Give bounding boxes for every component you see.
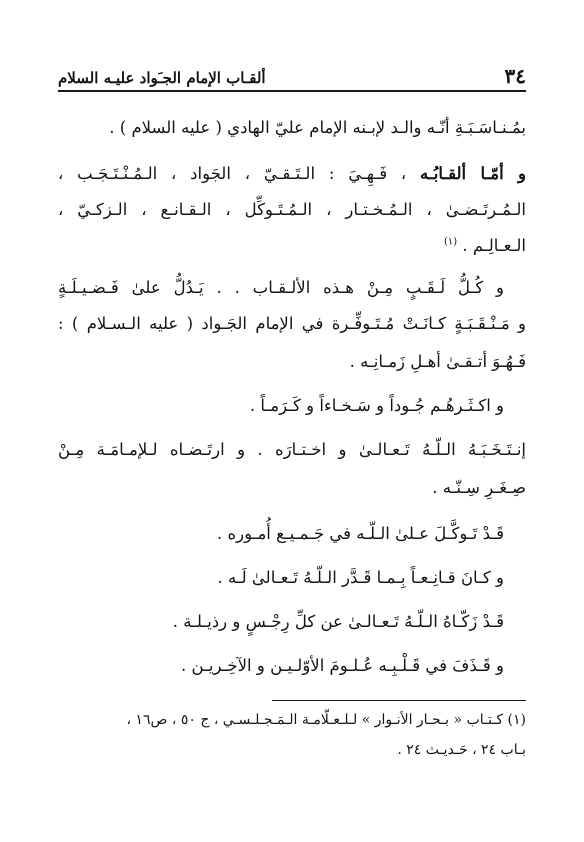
paragraph-line: صِـغَـرِ سِـنّـه . — [432, 478, 526, 497]
paragraph-line: و اكـثَـرهُـم جُـوداً و سَـخـاءاً و كَـرَمـاً . — [249, 396, 504, 415]
paragraph-line: الـمُـرتَـضـىٰ ، الـمُـخـتـار ، الـمُـتَـوكِّل ، الـقـانـع ، الـزكـيّ ، — [58, 200, 526, 219]
paragraph-line: بمُـنـاسَـبَـةِ أنّـه والـد لإبـنه الإمام عليّ الهادي ( عليه السلام ) . — [109, 118, 526, 137]
titles-list-start: ، فَـهِـيَ : الـتَـقـيّ ، الجَواد ، الـمُـنْـتَـجَـب ، — [58, 164, 407, 183]
titles-heading: و أمّـا ألقـابُـه — [420, 164, 526, 183]
paragraph-line — [58, 164, 526, 185]
paragraph-line: قَـدْ زَكّـاهُ الـلّـهُ تَـعـالـىٰ عن كلِّ رِجْـسٍ و رذيـلـة . — [172, 612, 504, 631]
titles-list-end: الـعـالِـم . — [462, 236, 526, 255]
footnote-line: بـاب ٢٤ ، حَـديـث ٢٤ . — [397, 742, 526, 758]
page-number: ٣٤ — [504, 64, 526, 88]
footnote-marker: (١) — [443, 236, 458, 248]
paragraph-line: إنـتَـخَـبَـهُ الـلّـهُ تَـعـالـىٰ و اخـتـارَه . و ارتَـضـاه لـلإمـامَـة مِـنْ — [58, 440, 526, 459]
paragraph-line: و كُـلُّ لَـقَـبٍ مِـنْ هـذه الألـقـاب . . يَـدُلُّ علىٰ فَـضـيـلَـةٍ — [58, 278, 504, 297]
footnote-divider — [272, 700, 526, 701]
footnote-line: (١) كـتـاب « بـحـار الأنـوار » لـلـعـلّامـة الـمَـجـلـسـي ، ج ٥٠ ، ص١٦ ، — [126, 712, 526, 728]
running-title: ألقـاب الإمام الجـَواد عليـه السلام — [58, 69, 266, 87]
paragraph-line: و كـانَ قـانِـعـاً بِـمـا قَـدَّر الـلّـهُ تَـعـالىٰ لَـه . — [217, 568, 504, 587]
paragraph-line — [58, 236, 526, 257]
paragraph-line: و قَـذَفَ في قَـلْـبِـه عُـلـومَ الأوّلـيـن و الآخِـريـن . — [181, 656, 504, 675]
paragraph-line: و مَـنْـقَـبَـةٍ كـانَـتْ مُـتَـوفِّـرة في الإمام الجَـواد ( عليه الـسـلام ) : — [58, 314, 526, 333]
paragraph-line: قَـدْ تَـوكَّـلَ عـلىٰ الـلّـه في جَـمـيـع أُمـوره . — [217, 524, 504, 543]
paragraph-line: فَـهُـوَ أتـقـىٰ أهـلِ زَمـانِـه . — [349, 352, 526, 371]
page-header — [58, 58, 526, 92]
